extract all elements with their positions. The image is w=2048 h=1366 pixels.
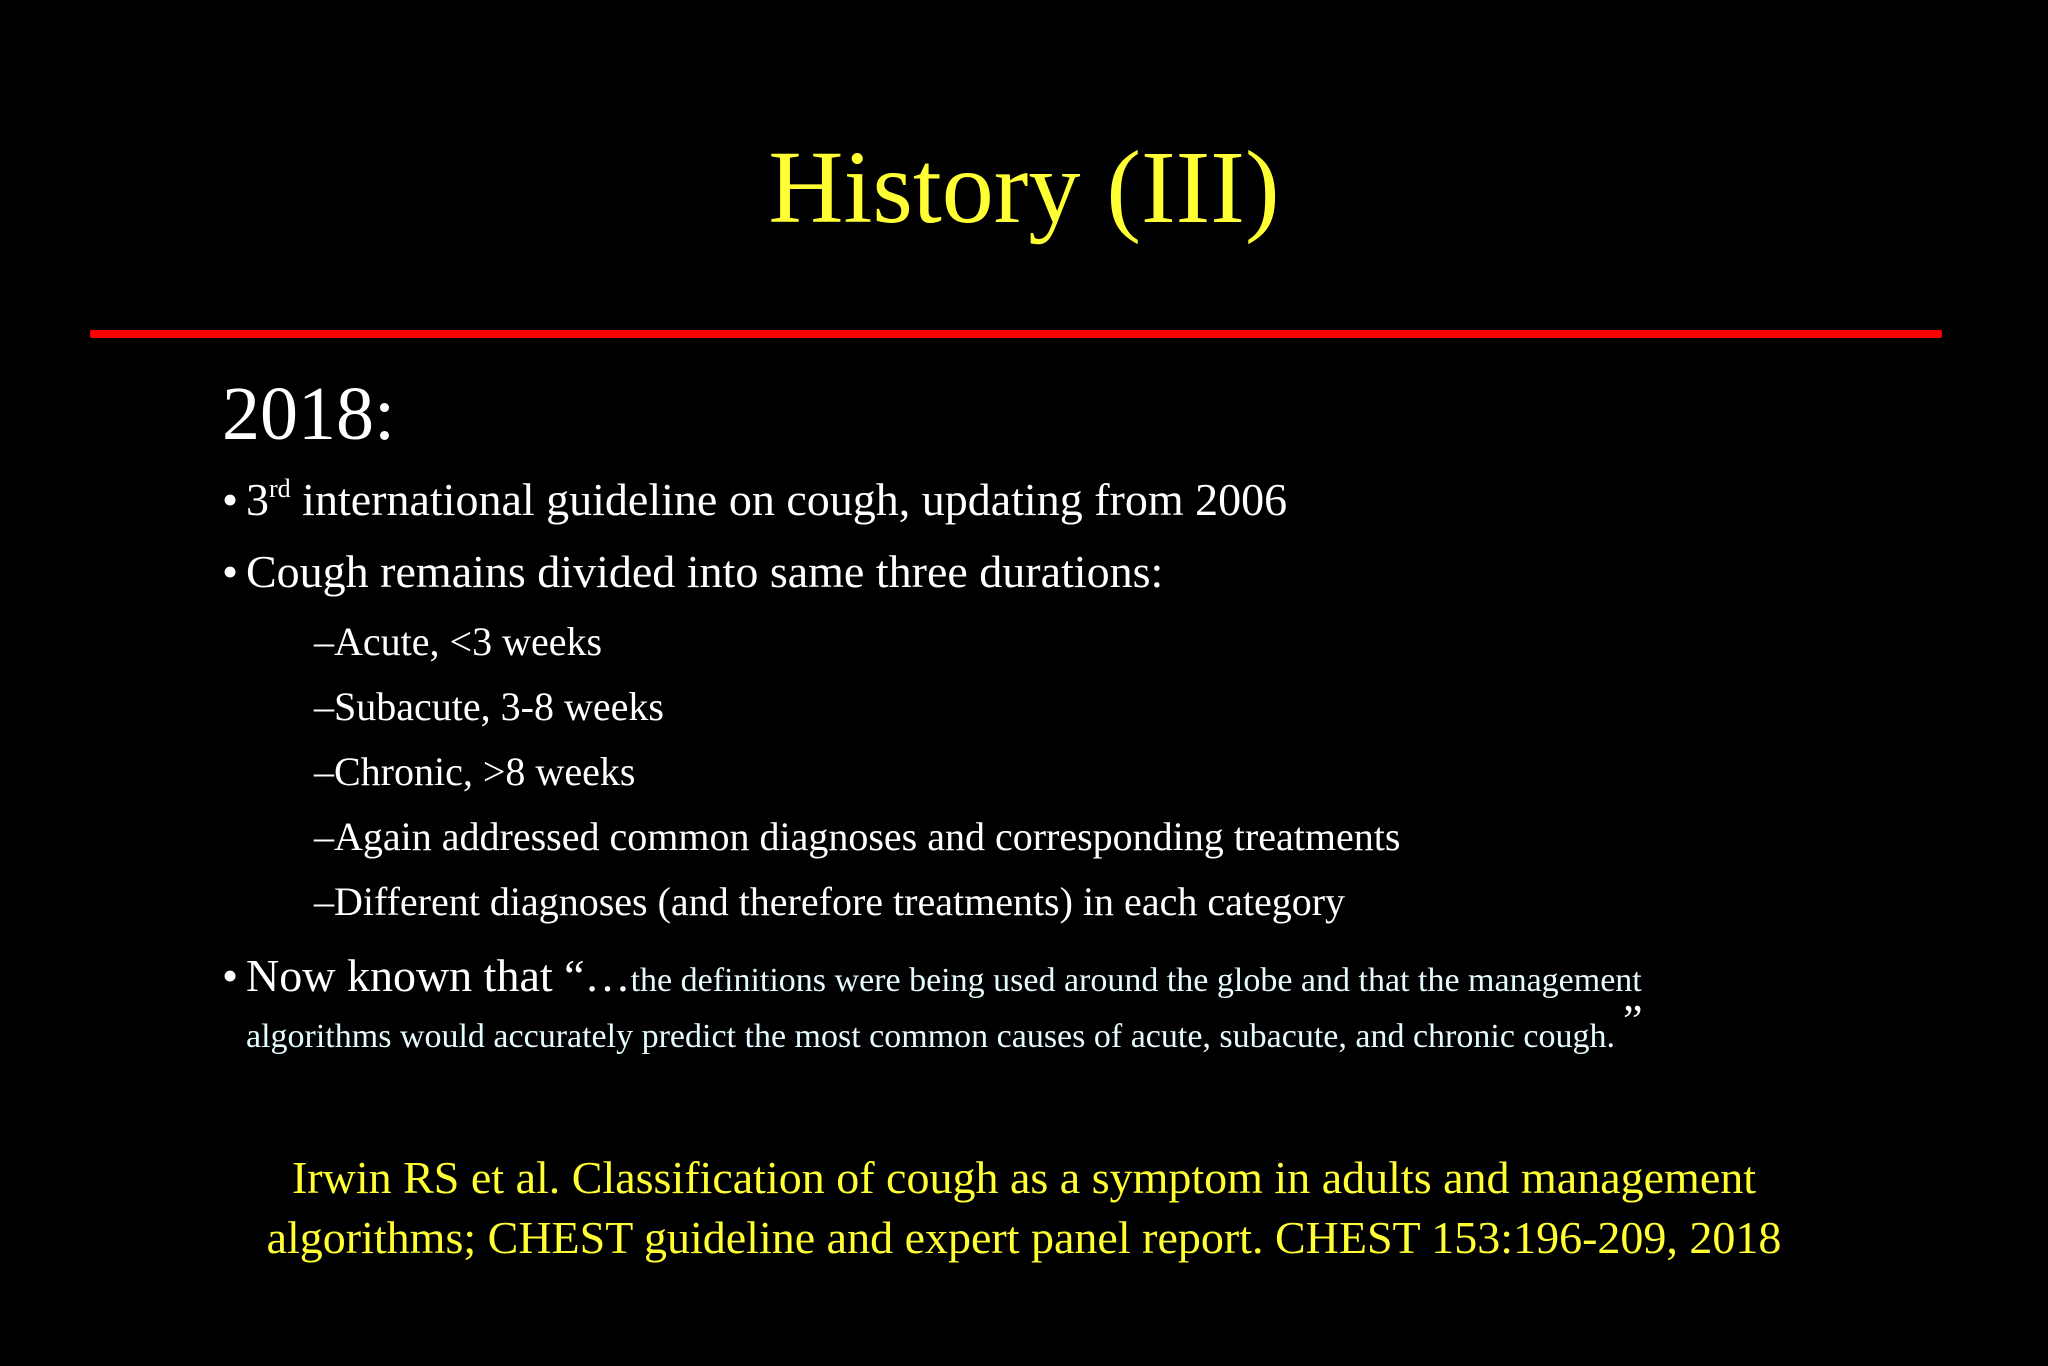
sub-item-common-diagnoses: –Again addressed common diagnoses and corresponding treatments bbox=[314, 814, 1401, 859]
bullet-dot: • bbox=[222, 474, 239, 525]
bullet-durations bbox=[222, 544, 1163, 600]
citation-line2: algorithms; CHEST guideline and expert panel report. CHEST 153:196-209, 2018 bbox=[266, 1212, 1782, 1263]
sub-item-acute: –Acute, <3 weeks bbox=[314, 619, 603, 664]
bullet-quote bbox=[222, 948, 1642, 1009]
closing-quote-mark: ” bbox=[1623, 996, 1643, 1045]
year-heading: 2018: bbox=[222, 372, 396, 456]
slide-title: History (III) bbox=[768, 130, 1280, 245]
bullet-dot: • bbox=[222, 950, 239, 1001]
quote-line2 bbox=[246, 996, 1643, 1061]
bullet-quote-lead: Now known that “… bbox=[246, 950, 631, 1001]
sub-item-subacute: –Subacute, 3-8 weeks bbox=[314, 684, 664, 729]
citation-line1: Irwin RS et al. Classification of cough as a symptom in adults and management bbox=[291, 1152, 1757, 1203]
citation bbox=[0, 1148, 2048, 1268]
title-divider bbox=[90, 330, 1942, 338]
bullet-durations-text: Cough remains divided into same three durations: bbox=[246, 546, 1164, 597]
quote-text-line2: algorithms would accurately predict the most common causes of acute, subacute, and chronic cough. bbox=[246, 1018, 1615, 1055]
bullet-ordinal-suffix: rd bbox=[269, 474, 291, 503]
sub-item-chronic: –Chronic, >8 weeks bbox=[314, 749, 636, 794]
bullet-guideline-text: international guideline on cough, updating from 2006 bbox=[290, 474, 1288, 525]
bullet-guideline bbox=[222, 472, 1287, 528]
quote-text-line1: the definitions were being used around the globe and that the management bbox=[630, 962, 1642, 999]
bullet-dot: • bbox=[222, 546, 239, 597]
sub-item-different-diagnoses: –Different diagnoses (and therefore treatments) in each category bbox=[314, 879, 1346, 924]
bullet-ordinal-number: 3 bbox=[246, 474, 269, 525]
